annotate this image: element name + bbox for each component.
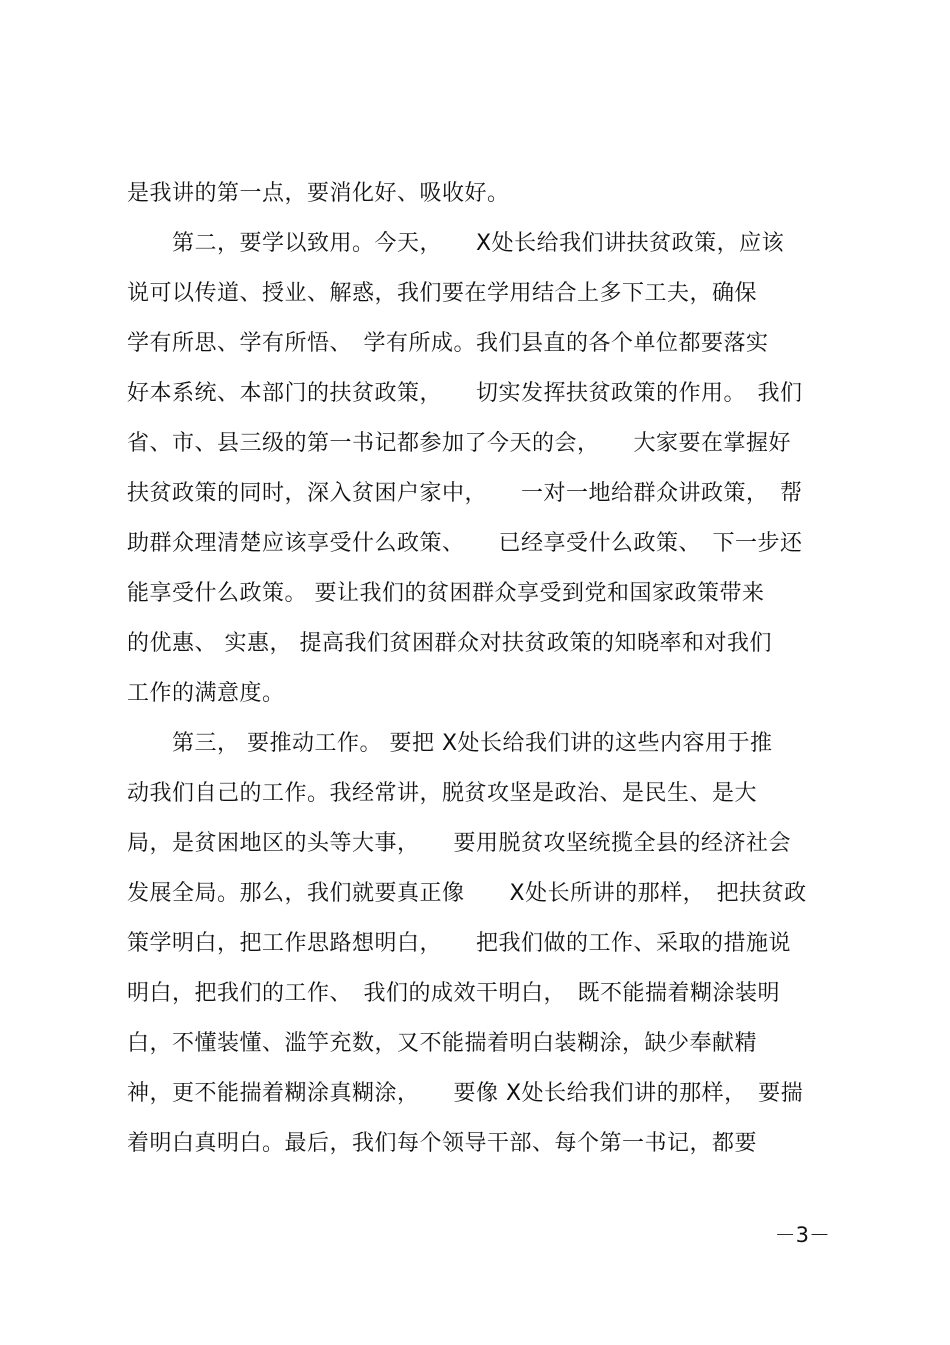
text-line: 助群众理清楚应该享受什么政策、 已经享受什么政策、 下一步还 (127, 531, 803, 556)
text-line: 局，是贫困地区的头等大事， 要用脱贫攻坚统揽全县的经济社会 (127, 831, 792, 856)
text-line: 白，不懂装懂、滥竽充数，又不能揣着明白装糊涂，缺少奉献精 (127, 1031, 758, 1056)
text-line: 明白，把我们的工作、 我们的成效干明白， 既不能揣着糊涂装明 (127, 981, 781, 1006)
text-line: 神，更不能揣着糊涂真糊涂， 要像 X处长给我们讲的那样， 要揣 (127, 1081, 804, 1106)
text-line: 策学明白，把工作思路想明白， 把我们做的工作、采取的措施说 (127, 931, 792, 956)
text-line: 第二，要学以致用。今天， X处长给我们讲扶贫政策，应该 (127, 231, 785, 256)
text-line: 的优惠、 实惠， 提高我们贫困群众对扶贫政策的知晓率和对我们 (127, 631, 772, 656)
text-line: 省、市、县三级的第一书记都参加了今天的会， 大家要在掌握好 (127, 431, 792, 456)
text-line: 学有所思、学有所悟、 学有所成。我们县直的各个单位都要落实 (127, 331, 769, 356)
page-number: －3－ (774, 1223, 830, 1247)
text-line: 着明白真明白。最后，我们每个领导干部、每个第一书记，都要 (127, 1131, 758, 1156)
text-line: 动我们自己的工作。我经常讲，脱贫攻坚是政治、是民生、是大 (127, 781, 758, 806)
text-line: 第三， 要推动工作。 要把 X处长给我们讲的这些内容用于推 (127, 731, 773, 756)
text-line: 工作的满意度。 (127, 681, 285, 706)
text-line: 能享受什么政策。 要让我们的贫困群众享受到党和国家政策带来 (127, 581, 765, 606)
text-line: 说可以传道、授业、解惑，我们要在学用结合上多下工夫，确保 (127, 281, 758, 306)
text-line: 扶贫政策的同时，深入贫困户家中， 一对一地给群众讲政策， 帮 (127, 481, 803, 506)
text-line: 发展全局。那么，我们就要真正像 X处长所讲的那样， 把扶贫政 (127, 881, 807, 906)
text-line: 是我讲的第一点，要消化好、吸收好。 (127, 181, 510, 206)
text-line: 好本系统、本部门的扶贫政策， 切实发挥扶贫政策的作用。 我们 (127, 381, 803, 406)
